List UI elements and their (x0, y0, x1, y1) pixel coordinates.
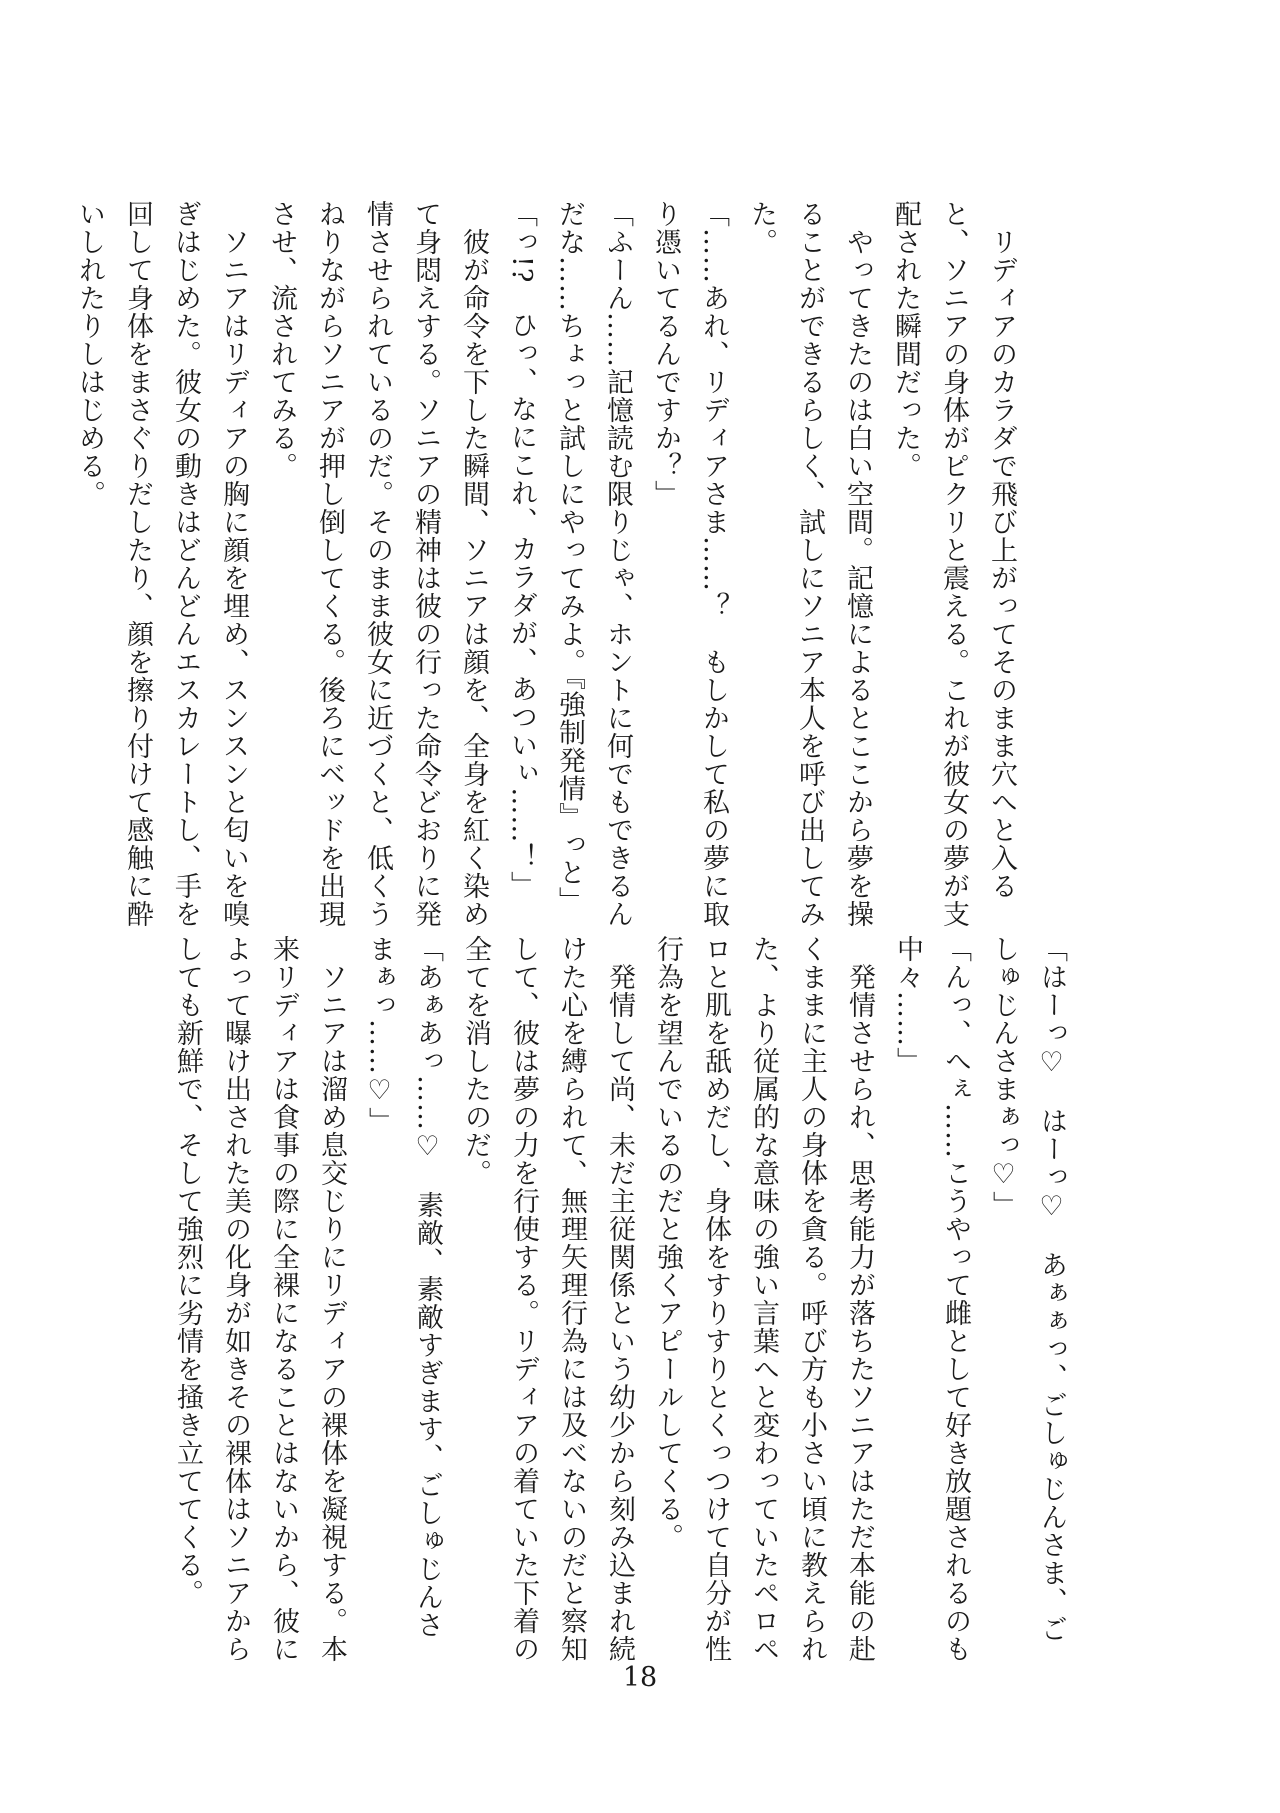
paragraph: ソニアはリディアの胸に顔を埋め、スンスンと匂いを嗅ぎはじめた。彼女の動きはどんどんエスカレートし、手を回して身体をまさぐりだしたり、顔を擦り付けて感触に酔いしれたりしはじめる。 (74, 200, 249, 928)
page-number: 18 (622, 1662, 658, 1693)
dialogue: 「ふーん……記憶読む限りじゃ、ホントに何でもできるんだな……ちょっと試しにやってみよ。『強制発情』っと」 (554, 200, 633, 928)
dialogue: 「あぁあっ……♡ 素敵、素敵すぎます、ごしゅじんさまぁっ……♡」 (364, 935, 443, 1639)
dialogue: 「んっ、へぇ……こうやって雌として好き放題されるのも中々……」 (892, 935, 971, 1663)
paragraph: 彼が命令を下した瞬間、ソニアは顔を、全身を紅く染めて身悶えする。ソニアの精神は彼の行った命令どおりに発情させられているのだ。そのまま彼女に近づくと、低くうねりながらソニアが押し倒してくる。後ろにベッドを出現させ、流されてみる。 (266, 200, 489, 928)
paragraph: ソニアは溜め息交じりにリディアの裸体を凝視する。本来リディアは食事の際に全裸になることはないから、彼によって曝け出された美の化身が如きその裸体はソニアからしても新鮮で、そして強烈に劣情を掻き立ててくる。 (172, 935, 347, 1663)
paragraph: 発情させられ、思考能力が落ちたソニアはただ本能の赴くままに主人の身体を貪る。呼び方も小さい頃に教えられた、より従属的な意味の強い言葉へと変わっていたペロペロと肌を舐めだし、身体をすりすりとくっつけて自分が性行為を望んでいるのだと強くアピールしてくる。 (652, 935, 875, 1663)
paragraph: 発情して尚、未だ主従関係という幼少から刻み込まれ続けた心を縛られて、無理矢理行為には及べないのだと察知して、彼は夢の力を行使する。リディアの着ていた下着の全てを消したのだ。 (460, 935, 635, 1663)
text-block-bottom (172, 935, 1075, 1665)
paragraph: やってきたのは白い空間。記憶によるとここから夢を操ることができるらしく、試しにソニア本人を呼び出してみた。 (746, 200, 873, 928)
dialogue: 「っ!? ひっ、なにこれ、カラダが、あついぃ……！」 (506, 200, 537, 900)
dialogue: 「はーっ♡ はーっ♡ あぁぁっ、ごしゅじんさま、ごしゅじんさまぁっ♡」 (988, 935, 1067, 1643)
dialogue: 「……あれ、リディアさま……？ もしかして私の夢に取り憑いてるんですか？」 (650, 200, 729, 928)
paragraph: リディアのカラダで飛び上がってそのまま穴へと入ると、ソニアの身体がピクリと震える。これが彼女の夢が支配された瞬間だった。 (890, 200, 1017, 928)
text-block-top (74, 200, 1025, 930)
